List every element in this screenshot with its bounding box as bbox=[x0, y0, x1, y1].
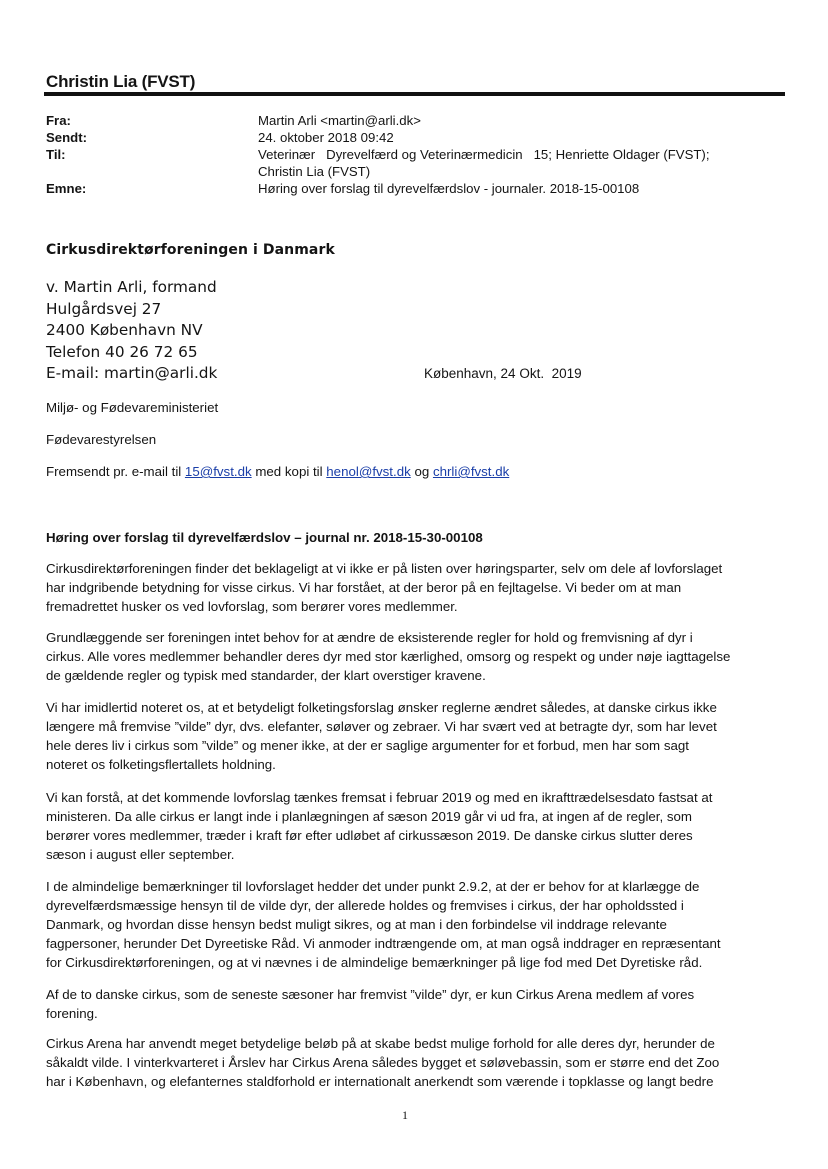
body-paragraph bbox=[46, 698, 796, 774]
paragraph-line: har i København, og elefanternes staldforhold er internationalt anerkendt som værende i topklasse og langt bedre bbox=[46, 1074, 714, 1089]
paragraph-line: fremadrettet husker os ved lovforslag, som berører vores medlemmer. bbox=[46, 599, 458, 614]
body-paragraph bbox=[46, 877, 796, 972]
body-paragraph bbox=[46, 985, 796, 1023]
recipient-ministry: Miljø- og Fødevareministeriet bbox=[46, 400, 219, 415]
sent-line-middle: med kopi til bbox=[251, 464, 327, 479]
email-header-sent bbox=[46, 129, 786, 146]
paragraph-line: ministeren. Da alle cirkus er langt inde i planlægningen af sæson 2019 går vi ud fra, at ingen af de regler, som bbox=[46, 809, 693, 824]
sent-line-prefix: Fremsendt pr. e-mail til bbox=[46, 464, 185, 479]
header-value-line: Christin Lia (FVST) bbox=[258, 164, 371, 179]
email-link-chrli[interactable]: chrli@fvst.dk bbox=[432, 464, 510, 479]
paragraph-line: for Cirkusdirektørforeningen, og at vi nævnes i de almindelige bemærkninger på lige fod med Det Dyretiske råd. bbox=[46, 955, 703, 970]
paragraph-line: I de almindelige bemærkninger til lovforslaget hedder det under punkt 2.9.2, at der er behov for at klarlægge de bbox=[46, 879, 700, 894]
body-paragraph bbox=[46, 1034, 796, 1091]
paragraph-line: hele deres liv i cirkus som ”vilde” og mener ikke, at der er saglige argumenter for et forbud, men har som sagt bbox=[46, 738, 689, 753]
paragraph-line: cirkus. Alle vores medlemmer behandler deres dyr med stor kærlighed, omsorg og respekt og under nøje iagttagelse bbox=[46, 649, 731, 664]
header-label: Til: bbox=[46, 147, 66, 162]
paragraph-line: berører vores medlemmer, træder i kraft før efter udløbet af cirkussæson 2019. De danske cirkus slutter deres bbox=[46, 828, 693, 843]
header-value-line: Høring over forslag til dyrevelfærdslov - journaler. 2018-15-00108 bbox=[258, 181, 640, 196]
sender-address-block bbox=[46, 277, 217, 385]
paragraph-line: forening. bbox=[46, 1006, 98, 1021]
paragraph-line: Af de to danske cirkus, som de seneste sæsoner har fremvist ”vilde” dyr, er kun Cirkus Arena medlem af vores bbox=[46, 987, 695, 1002]
header-value-line: 24. oktober 2018 09:42 bbox=[258, 130, 394, 145]
paragraph-line: Vi kan forstå, at det kommende lovforslag tænkes fremsat i februar 2019 og med en ikrafttrædelsesdato fastsat at bbox=[46, 790, 713, 805]
paragraph-line: fagpersoner, herunder Det Dyreetiske Råd. Vi anmoder indtrængende om, at man også inddrager en repræsentant bbox=[46, 936, 721, 951]
email-header-from bbox=[46, 112, 786, 129]
place-and-date: København, 24 Okt. 2019 bbox=[424, 366, 582, 381]
paragraph-line: har indgribende betydning for visse cirkus. Vi har forstået, at der beror på en fejltagelse. Vi beder om at man bbox=[46, 580, 682, 595]
paragraph-line: sæson i august eller september. bbox=[46, 847, 235, 862]
address-line: 2400 København NV bbox=[46, 321, 203, 340]
paragraph-line: Vi har imidlertid noteret os, at et betydeligt folketingsforslag ønsker reglerne ændret således, at danske cirkus ikke bbox=[46, 700, 717, 715]
letter-subject: Høring over forslag til dyrevelfærdslov – journal nr. 2018-15-30-00108 bbox=[46, 530, 483, 545]
sent-by-email-line bbox=[46, 462, 796, 481]
address-line: Hulgårdsvej 27 bbox=[46, 299, 162, 318]
address-line: v. Martin Arli, formand bbox=[46, 278, 217, 296]
paragraph-line: Grundlæggende ser foreningen intet behov for at ændre de eksisterende regler for hold og fremvisning af dyr i bbox=[46, 630, 693, 645]
email-header-block bbox=[46, 112, 786, 197]
paragraph-line: længere må fremvise ”vilde” dyr, dvs. elefanter, søløver og zebraer. Vi har svært ved at betragte dyr, som har levet bbox=[46, 719, 717, 734]
sent-line-and: og bbox=[410, 464, 433, 479]
address-line: E-mail: martin@arli.dk bbox=[46, 364, 218, 383]
header-value-line: Veterinær Dyrevelfærd og Veterinærmedicin 15; Henriette Oldager (FVST); bbox=[258, 147, 710, 162]
email-link-15[interactable]: 15@fvst.dk bbox=[184, 464, 252, 479]
header-value bbox=[258, 129, 786, 146]
recipient-agency: Fødevarestyrelsen bbox=[46, 432, 157, 447]
paragraph-line: Cirkusdirektørforeningen finder det beklageligt at vi ikke er på listen over høringsparter, selv om dele af lovforslaget bbox=[46, 561, 723, 576]
paragraph-line: de gældende regler og typisk med standarder, der klart overstiger kravene. bbox=[46, 668, 486, 683]
header-label: Sendt: bbox=[46, 130, 88, 145]
email-header-to bbox=[46, 146, 786, 180]
page-number: 1 bbox=[402, 1108, 408, 1122]
paragraph-line: noteret os folketingsflertallets holdning. bbox=[46, 757, 276, 772]
body-paragraph bbox=[46, 628, 796, 685]
paragraph-line: dyrevelfærdsmæssige hensyn til de vilde dyr, der allerede holdes og fremvises i cirkus, der har opholdssted i bbox=[46, 898, 684, 913]
header-value-line: Martin Arli <martin@arli.dk> bbox=[258, 113, 421, 128]
header-value bbox=[258, 146, 786, 180]
body-paragraph bbox=[46, 788, 796, 864]
paragraph-line: såkaldt vilde. I vinterkvarteret i Årslev har Cirkus Arena således bygget et søløvebassin, som er større end det Zoo bbox=[46, 1055, 720, 1070]
email-header-subject bbox=[46, 180, 786, 197]
paragraph-line: Cirkus Arena har anvendt meget betydelige beløb på at skabe bedst mulige forhold for alle deres dyr, herunder de bbox=[46, 1036, 715, 1051]
email-sender-name: Christin Lia (FVST) bbox=[46, 72, 196, 91]
header-label: Fra: bbox=[46, 113, 71, 128]
address-line: Telefon 40 26 72 65 bbox=[46, 342, 198, 361]
email-link-henol[interactable]: henol@fvst.dk bbox=[326, 464, 411, 479]
header-divider bbox=[44, 92, 785, 96]
header-value bbox=[258, 112, 786, 129]
letterhead-organization: Cirkusdirektørforeningen i Danmark bbox=[46, 242, 335, 258]
body-paragraph bbox=[46, 559, 796, 616]
paragraph-line: Danmark, og hvordan disse hensyn bedst muligt sikres, og at man i den forbindelse vil inddrage relevante bbox=[46, 917, 667, 932]
header-value bbox=[258, 180, 786, 197]
header-label: Emne: bbox=[46, 181, 87, 196]
